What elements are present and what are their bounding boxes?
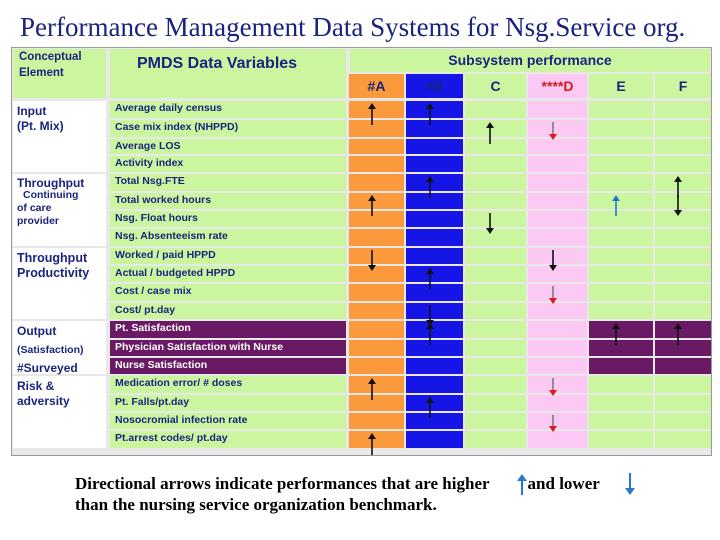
data-cell [528,193,587,209]
row-label: Average daily census [115,102,222,114]
data-cell [528,358,587,374]
data-cell [589,358,653,374]
group-label-input: (Pt. Mix) [17,119,64,133]
down-arrow-icon [546,378,560,398]
data-cell [465,395,526,411]
up-arrow-icon [609,195,623,218]
header-subsystem-label: Subsystem performance [448,52,612,68]
row-label: Total Nsg.FTE [115,175,185,187]
header-pmds-label: PMDS Data Variables [137,55,298,72]
data-cell [465,413,526,429]
data-cell [589,431,653,448]
data-cell [589,284,653,301]
row-label: Worked / paid HPPD [115,249,216,261]
row-label: Case mix index (NHPPD) [115,121,239,133]
group-label-risk: adversity [17,394,70,408]
data-cell [589,120,653,137]
legend-down-arrow-icon [623,472,637,496]
pmds-table [11,47,712,456]
group-label-risk: Risk & [17,379,55,393]
row-label: Pt. Falls/pt.day [115,396,190,408]
up-arrow-icon [423,397,437,420]
down-arrow-icon [546,250,560,273]
data-cell [528,211,587,227]
data-cell [406,211,463,227]
data-cell [655,358,711,374]
up-arrow-icon [609,323,623,347]
data-cell [349,340,404,356]
row-label: Cost/ pt.day [115,304,176,316]
data-cell [465,174,526,191]
group-label-output: Output [17,324,57,338]
data-cell [465,303,526,319]
column-header-1: #A [367,78,386,94]
data-cell [349,284,404,301]
up-arrow-icon [423,268,437,291]
data-cell [589,101,653,118]
down-arrow-icon [365,250,379,273]
down-arrow-icon [483,213,497,236]
legend-up-arrow-icon [515,474,529,496]
group-label-output: (Satisfaction) [17,344,84,356]
data-cell [406,156,463,172]
column-header-4: ****D [541,78,574,94]
header-conceptual-label: Element [19,67,64,79]
legend-text-benchmark: than the nursing service organization benchmark. [75,495,437,514]
data-cell [655,266,711,282]
column-header-6: F [678,78,688,94]
down-arrow-icon [546,286,560,306]
legend-text-lower: and lower [527,474,600,493]
data-cell [655,431,711,448]
data-cell [465,340,526,356]
page-title: Performance Management Data Systems for Nsg.Service org. [20,12,686,42]
row-label: Total worked hours [115,194,212,206]
legend-text-higher: Directional arrows indicate performances that are higher [75,474,490,493]
data-cell [655,139,711,154]
data-cell [406,431,463,448]
data-cell [528,156,587,172]
data-cell [589,248,653,264]
data-cell [465,156,526,172]
data-cell [349,358,404,374]
up-arrow-icon [365,433,379,457]
group-label-throughput1: Continuing [23,189,79,201]
data-cell [528,229,587,246]
data-cell [528,174,587,191]
data-cell [349,156,404,172]
up-arrow-icon [423,323,437,347]
data-cell [589,413,653,429]
data-cell [465,266,526,282]
data-cell [528,321,587,338]
down-arrow-icon [546,415,560,434]
data-cell [589,229,653,246]
data-cell [349,413,404,429]
up-arrow-icon [423,103,437,127]
data-cell [655,376,711,393]
data-cell [349,229,404,246]
row-label: Nurse Satisfaction [115,359,208,371]
data-cell [589,174,653,191]
data-cell [406,376,463,393]
row-label: Physician Satisfaction with Nurse [115,341,284,353]
column-header-5: E [616,78,626,94]
data-cell [589,303,653,319]
row-label: Pt.arrest codes/ pt.day [115,432,228,444]
down-arrow-icon [671,195,685,218]
data-cell [465,376,526,393]
data-cell [465,358,526,374]
data-cell [655,156,711,172]
data-cell [655,101,711,118]
up-arrow-icon [365,103,379,127]
data-cell [655,303,711,319]
data-cell [349,139,404,154]
data-cell [589,395,653,411]
data-cell [589,376,653,393]
data-cell [406,139,463,154]
row-label: Nsg. Float hours [115,212,198,224]
data-cell [589,266,653,282]
row-label: Cost / case mix [115,285,192,297]
data-cell [655,284,711,301]
data-cell [349,174,404,191]
data-cell [349,321,404,338]
row-label: Actual / budgeted HPPD [115,267,236,279]
data-cell [406,358,463,374]
data-cell [655,413,711,429]
data-cell [465,101,526,118]
data-cell [465,193,526,209]
column-header-2: #B [425,78,444,94]
data-cell [349,303,404,319]
row-label: Nsg. Absenteeism rate [115,230,228,242]
row-label: Average LOS [115,140,181,152]
data-cell [655,229,711,246]
data-cell [655,248,711,264]
data-cell [465,248,526,264]
column-header-3: C [490,78,501,94]
data-cell [406,248,463,264]
up-arrow-icon [423,176,437,200]
group-label-throughput2: Productivity [17,266,90,280]
row-label: Medication error/ # doses [115,377,243,389]
data-cell [465,284,526,301]
row-label: Activity index [115,157,184,169]
data-cell [528,101,587,118]
up-arrow-icon [671,323,685,347]
row-label: Pt. Satisfaction [115,322,191,334]
data-cell [655,120,711,137]
data-cell [406,229,463,246]
group-label-throughput2: Throughput [17,251,88,265]
group-label-throughput1: provider [17,215,60,227]
up-arrow-icon [365,195,379,218]
up-arrow-icon [483,122,497,146]
data-cell [465,431,526,448]
data-cell [589,139,653,154]
group-label-throughput1: Throughput [17,176,85,190]
group-label-throughput1: of care [17,202,52,214]
data-cell [528,340,587,356]
data-cell [655,395,711,411]
header-conceptual-label: Conceptual [19,51,82,63]
group-label-output: #Surveyed [17,361,78,375]
data-cell [465,321,526,338]
data-cell [589,156,653,172]
up-arrow-icon [365,378,379,402]
group-label-input: Input [17,104,47,118]
row-label: Nosocromial infection rate [115,414,248,426]
down-arrow-icon [546,122,560,142]
